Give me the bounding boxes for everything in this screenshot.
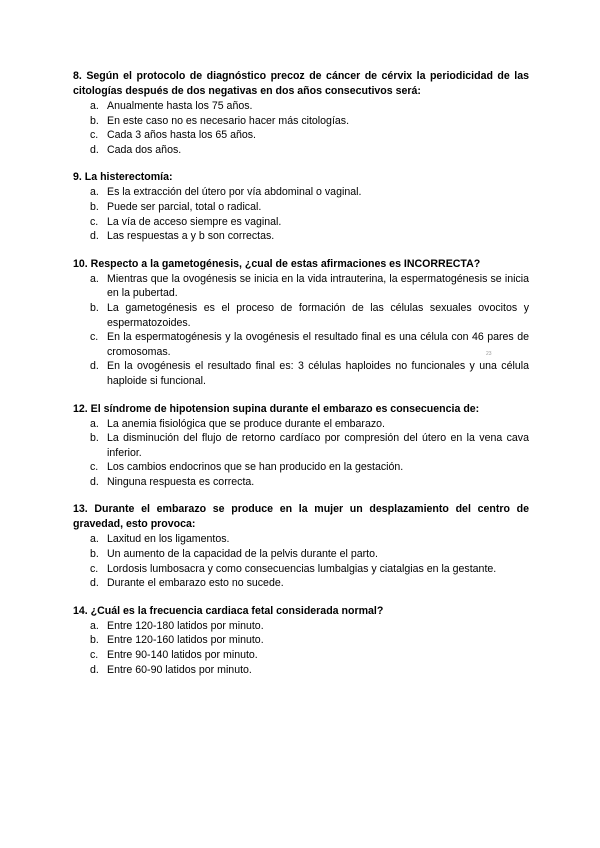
answer-options xyxy=(73,99,529,157)
option-letter: b. xyxy=(90,114,99,127)
option-letter: a. xyxy=(90,186,99,199)
option-letter: a. xyxy=(90,272,99,285)
option-d xyxy=(73,143,529,158)
option-c xyxy=(73,648,529,663)
question-12 xyxy=(73,402,529,490)
option-letter: a. xyxy=(90,100,99,112)
question-13 xyxy=(73,502,529,590)
option-text: Cada dos años. xyxy=(107,143,182,156)
option-a xyxy=(73,185,529,200)
option-letter: b. xyxy=(90,634,99,647)
option-text: En la espermatogénesis y la ovogénesis el resultado final es una célula con 46 pares de cromosomas. xyxy=(107,331,529,358)
option-text: Entre 90-140 latidos por minuto. xyxy=(107,649,258,662)
option-letter: a. xyxy=(90,619,99,632)
option-text: Cada 3 años hasta los 65 años. xyxy=(107,129,257,142)
question-title: 13. Durante el embarazo se produce en la mujer un desplazamiento del centro de gravedad, esto provoca: xyxy=(73,503,529,531)
option-text: En este caso no es necesario hacer más citologías. xyxy=(107,114,350,127)
question-title: 8. Según el protocolo de diagnóstico precoz de cáncer de cérvix la periodicidad de las citologías después de dos negativas en dos años consecutivos será: xyxy=(73,70,529,97)
option-letter: d. xyxy=(90,360,99,373)
option-letter: b. xyxy=(90,200,99,213)
option-letter: d. xyxy=(90,230,99,243)
option-letter: b. xyxy=(90,301,99,314)
question-title: 9. La histerectomía: xyxy=(73,171,173,184)
option-c xyxy=(73,460,529,475)
option-c xyxy=(73,562,529,577)
option-b xyxy=(73,301,529,330)
option-letter: a. xyxy=(90,417,99,430)
option-b xyxy=(73,633,529,648)
option-a xyxy=(73,99,529,114)
question-title: 12. El síndrome de hipotension supina durante el embarazo es consecuencia de: xyxy=(73,402,480,415)
option-c xyxy=(73,128,529,143)
option-letter: a. xyxy=(90,533,99,546)
option-text: Las respuestas a y b son correctas. xyxy=(107,230,275,243)
page-stamp: 23 xyxy=(486,351,492,357)
answer-options xyxy=(73,417,529,490)
option-text: La anemia fisiológica que se produce durante el embarazo. xyxy=(107,417,385,430)
option-c xyxy=(73,330,529,359)
exam-page xyxy=(73,69,529,690)
option-text: En la ovogénesis el resultado final es: 3 células haploides no funcionales y una célula haploide si funcional. xyxy=(107,360,529,387)
answer-options xyxy=(73,272,529,389)
option-letter: b. xyxy=(90,548,99,561)
option-letter: c. xyxy=(90,331,99,344)
option-d xyxy=(73,576,529,591)
option-a xyxy=(73,417,529,432)
option-letter: c. xyxy=(90,649,99,662)
question-8 xyxy=(73,69,529,157)
option-text: Mientras que la ovogénesis se inicia en la vida intrauterina, la espermatogénesis se inicia en la pubertad. xyxy=(107,272,529,300)
option-text: La vía de acceso siempre es vaginal. xyxy=(107,215,282,228)
option-text: Laxitud en los ligamentos. xyxy=(107,533,230,546)
option-text: Puede ser parcial, total o radical. xyxy=(107,200,262,213)
option-text: La gametogénesis es el proceso de formación de las células sexuales ovocitos y espermatozoides. xyxy=(107,301,529,329)
question-14 xyxy=(73,604,529,677)
question-title: 14. ¿Cuál es la frecuencia cardiaca fetal considerada normal? xyxy=(73,604,384,617)
option-letter: d. xyxy=(90,143,99,156)
option-b xyxy=(73,547,529,562)
option-letter: d. xyxy=(90,663,99,676)
option-text: Ninguna respuesta es correcta. xyxy=(107,475,255,488)
option-c xyxy=(73,215,529,230)
option-text: La disminución del flujo de retorno cardíaco por compresión del útero en la vena cava inferior. xyxy=(107,432,529,459)
question-9 xyxy=(73,170,529,243)
option-text: Los cambios endocrinos que se han producido en la gestación. xyxy=(107,461,404,474)
option-d xyxy=(73,229,529,244)
option-letter: c. xyxy=(90,562,99,575)
option-text: Un aumento de la capacidad de la pelvis durante el parto. xyxy=(107,548,378,561)
option-text: Entre 60-90 latidos por minuto. xyxy=(107,663,252,676)
option-letter: c. xyxy=(90,461,99,474)
option-d xyxy=(73,475,529,490)
answer-options xyxy=(73,185,529,243)
option-b xyxy=(73,200,529,215)
answer-options xyxy=(73,532,529,590)
option-letter: c. xyxy=(90,129,99,142)
option-d xyxy=(73,359,529,388)
option-a xyxy=(73,532,529,547)
option-b xyxy=(73,114,529,129)
option-letter: d. xyxy=(90,475,99,488)
option-letter: b. xyxy=(90,432,99,445)
option-letter: d. xyxy=(90,577,99,590)
option-text: Anualmente hasta los 75 años. xyxy=(107,100,253,112)
option-a xyxy=(73,619,529,634)
option-text: Entre 120-160 latidos por minuto. xyxy=(107,634,264,647)
option-text: Entre 120-180 latidos por minuto. xyxy=(107,619,264,632)
question-10 xyxy=(73,257,529,389)
option-a xyxy=(73,272,529,301)
option-letter: c. xyxy=(90,215,99,228)
option-text: Es la extracción del útero por vía abdominal o vaginal. xyxy=(107,186,362,199)
option-d xyxy=(73,663,529,678)
option-text: Lordosis lumbosacra y como consecuencias lumbalgias y ciatalgias en la gestante. xyxy=(107,562,497,575)
option-b xyxy=(73,431,529,460)
option-text: Durante el embarazo esto no sucede. xyxy=(107,577,284,590)
answer-options xyxy=(73,619,529,677)
question-title: 10. Respecto a la gametogénesis, ¿cual de estas afirmaciones es INCORRECTA? xyxy=(73,257,481,270)
